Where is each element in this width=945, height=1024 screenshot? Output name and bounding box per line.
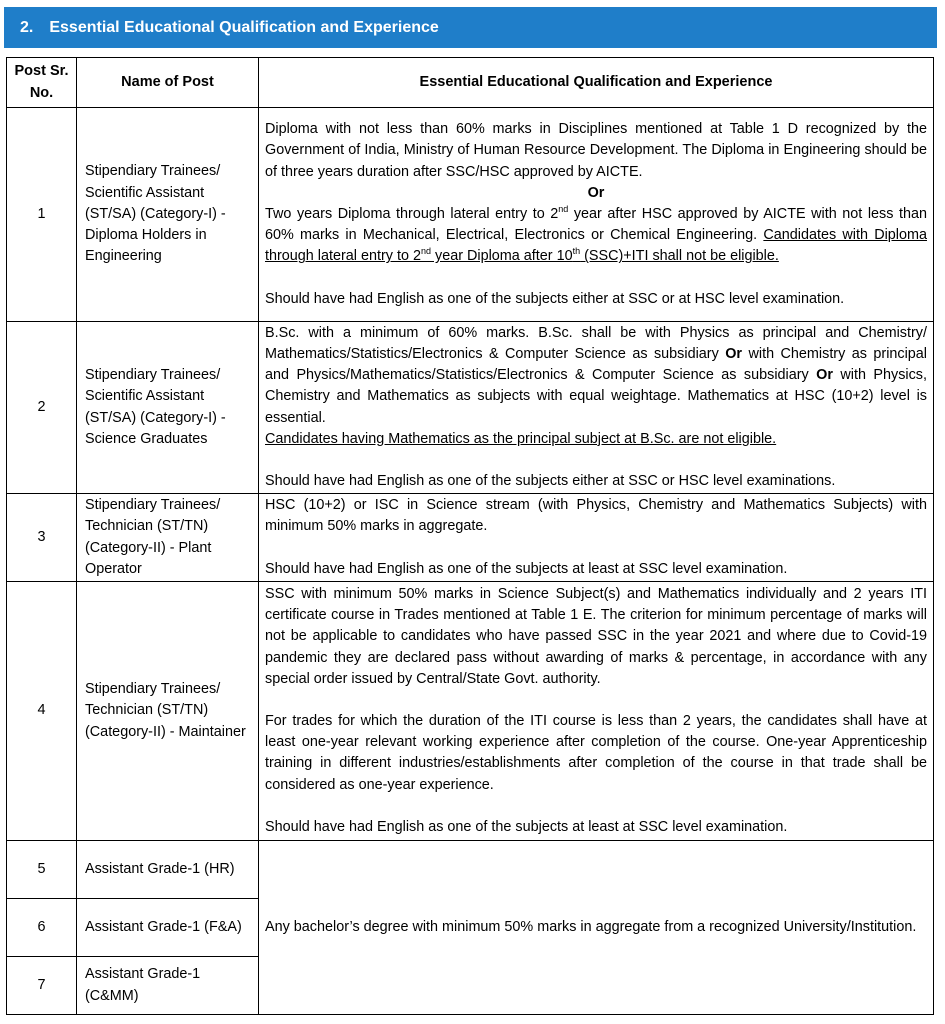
post-qualification xyxy=(259,108,934,322)
text-part: year Diploma after 10 xyxy=(431,248,573,265)
post-sr-no: 5 xyxy=(7,841,77,899)
qualification-text xyxy=(265,323,927,429)
post-qualification xyxy=(259,841,934,1015)
section-number: 2. xyxy=(20,18,34,36)
text-part: with Physics, Chemistry and Mathematics as subjects with equal weightage. Mathematics at HSC (10+2) level is essential. xyxy=(265,367,927,426)
table-row xyxy=(7,108,934,322)
table-row xyxy=(7,494,934,582)
table-row xyxy=(7,582,934,841)
text-part: with Chemistry as principal and Physics/Mathematics/Statistics/Electronics & Computer Science as subsidiary xyxy=(265,345,928,384)
post-name: Stipendiary Trainees/ Technician (ST/TN) (Category-II) - Maintainer xyxy=(77,582,259,841)
post-sr-no: 1 xyxy=(7,108,77,322)
post-name: Stipendiary Trainees/ Scientific Assistant (ST/SA) (Category-I) - Diploma Holders in Engineering xyxy=(77,108,259,322)
or-label: Or xyxy=(725,345,743,362)
text-part: Candidates with Diploma through lateral entry to 2 xyxy=(265,227,927,265)
text-part: B.Sc. with a minimum of 60% marks. B.Sc. shall be with Physics as principal and Chemistry/ Mathematics/Statistics/Electronics & Computer Science as subsidiary xyxy=(265,324,927,362)
post-sr-no: 4 xyxy=(7,582,77,841)
text-part: year after HSC approved by AICTE with not less than 60% marks in Mechanical, Electrical, Electronics or Chemical Engineering. xyxy=(265,206,928,244)
text-part: Two years Diploma through lateral entry to 2 xyxy=(265,206,559,222)
post-sr-no: 3 xyxy=(7,494,77,582)
qualification-text xyxy=(265,204,927,268)
qualification-text: Any bachelor’s degree with minimum 50% marks in aggregate from a recognized University/Institution. xyxy=(265,918,917,935)
post-sr-no: 6 xyxy=(7,899,77,957)
superscript: nd xyxy=(421,246,432,257)
post-sr-no: 2 xyxy=(7,322,77,494)
english-requirement: Should have had English as one of the subjects at least at SSC level examination. xyxy=(265,818,788,835)
header-qualification: Essential Educational Qualification and Experience xyxy=(259,58,934,108)
table-header-row xyxy=(7,58,934,108)
section-header xyxy=(4,7,937,48)
header-name-of-post: Name of Post xyxy=(77,58,259,108)
english-requirement: Should have had English as one of the subjects either at SSC or HSC level examinations. xyxy=(265,473,836,489)
qualification-text: HSC (10+2) or ISC in Science stream (with Physics, Chemistry and Mathematics Subjects) with minimum 50% marks in aggregate. xyxy=(265,497,927,535)
post-name: Assistant Grade-1 (F&A) xyxy=(77,899,259,957)
section-title: Essential Educational Qualification and Experience xyxy=(49,18,439,36)
table-row xyxy=(7,322,934,494)
english-requirement: Should have had English as one of the subjects either at SSC or at HSC level examination. xyxy=(265,290,845,307)
text-part: (SSC)+ITI shall not be eligible. xyxy=(580,248,779,265)
or-label: Or xyxy=(587,184,605,201)
qualification-table xyxy=(6,57,934,1015)
post-name: Stipendiary Trainees/ Scientific Assistant (ST/SA) (Category-I) - Science Graduates xyxy=(77,322,259,494)
header-sr-no: Post Sr. No. xyxy=(7,58,77,108)
post-name: Assistant Grade-1 (HR) xyxy=(77,841,259,899)
qualification-text: SSC with minimum 50% marks in Science Subject(s) and Mathematics individually and 2 years ITI certificate course in Trades mentioned at Table 1 E. The criterion for minimum percentage of marks will not be applicable to candidates who have passed SSC in the year 2021 and where due to Covid-19 pandemic they are declared pass without awarding of marks & percentage, in accordance with any special order issued by Central/State Govt. authority. xyxy=(265,585,927,687)
post-sr-no: 7 xyxy=(7,957,77,1015)
post-name: Assistant Grade-1 (C&MM) xyxy=(77,957,259,1015)
superscript: nd xyxy=(558,204,569,215)
qualification-text: For trades for which the duration of the ITI course is less than 2 years, the candidates shall have at least one-year relevant working experience after completion of the course. One-year Apprenticeship training in different industries/establishments after completion of the course in that trade shall be considered as one-year experience. xyxy=(265,713,927,793)
or-label: Or xyxy=(816,367,833,384)
post-qualification xyxy=(259,494,934,582)
post-qualification xyxy=(259,582,934,841)
post-name: Stipendiary Trainees/ Technician (ST/TN) (Category-II) - Plant Operator xyxy=(77,494,259,582)
post-qualification xyxy=(259,322,934,494)
table-row xyxy=(7,841,934,899)
superscript: th xyxy=(572,246,581,257)
english-requirement: Should have had English as one of the subjects at least at SSC level examination. xyxy=(265,560,788,577)
ineligibility-note: Candidates having Mathematics as the principal subject at B.Sc. are not eligible. xyxy=(265,430,777,447)
qualification-text: Diploma with not less than 60% marks in Disciplines mentioned at Table 1 D recognized by the Government of India, Ministry of Human Resource Development. The Diploma in Engineering should be of three years duration after SSC/HSC approved by AICTE. xyxy=(265,121,927,180)
